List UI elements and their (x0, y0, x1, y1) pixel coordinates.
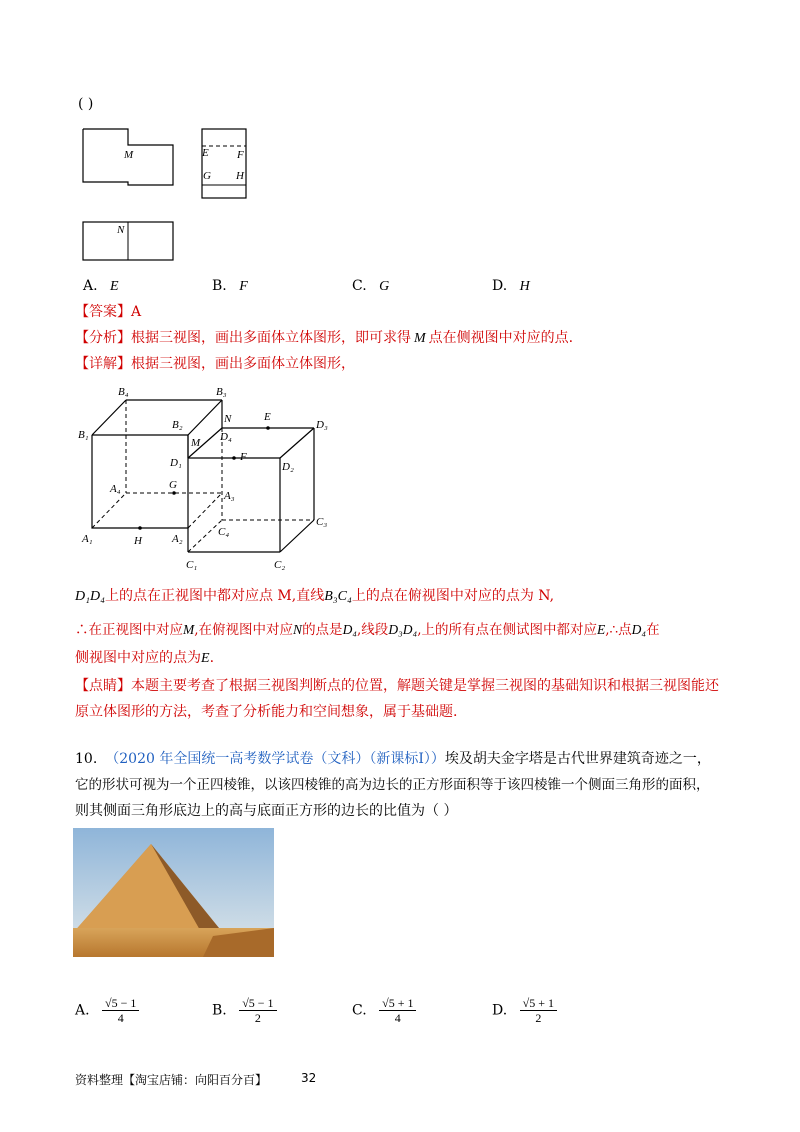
answer-tag: 【答案】 (75, 304, 131, 320)
explain-line2-d4: D₄ (342, 622, 358, 637)
explain-line2-m: M (183, 622, 195, 637)
explain-line2-g: 在 (646, 622, 660, 638)
option-b-value: F (239, 279, 248, 294)
option-d-value: H (519, 279, 530, 294)
explain-line3-E: E (201, 651, 210, 666)
explain-line2-f: ,∴点 (605, 622, 632, 638)
q10-option-c-denominator: 4 (394, 1011, 401, 1025)
side-label-f: F (237, 149, 244, 161)
q10-option-c-numerator: √5 + 1 (379, 996, 416, 1011)
label-c3: C₃ (316, 516, 328, 528)
label-f: F (240, 451, 247, 463)
q10-line-2: 它的形状可视为一个正四棱锥，以该四棱锥的高为边长的正方形面积等于该四棱锥一个侧面三角形的面积， (75, 777, 710, 793)
q10-option-d-denominator: 2 (535, 1011, 542, 1025)
label-a4: A₄ (110, 483, 121, 495)
explain-line1-b: 上的点在俯视图中对应的点为 N, (351, 588, 555, 604)
comment-line-2: 原立体图形的方法，考查了分析能力和空间想象，属于基础题. (75, 704, 458, 720)
label-g: G (169, 479, 177, 491)
side-label-e: E (202, 147, 209, 159)
label-b3: B₃ (216, 386, 227, 398)
q10-option-d-letter: D. (492, 1002, 508, 1019)
side-view (202, 129, 246, 198)
label-a1: A₁ (82, 533, 93, 545)
explain-line2-b: ,在俯视图中对应 (194, 622, 294, 638)
pyramid-photo (73, 828, 274, 957)
point-e (266, 426, 270, 430)
q10-option-d-fraction (520, 996, 557, 1025)
q10-option-c-letter: C. (352, 1002, 367, 1019)
q10-option-b[interactable] (212, 996, 277, 1025)
q10-option-a[interactable] (75, 996, 139, 1025)
detail-tag: 【详解】 (75, 356, 131, 372)
option-b-letter: B. (212, 278, 227, 294)
q10-line-1 (75, 749, 711, 769)
option-a-value: E (110, 279, 119, 294)
explain-line2-n: N (293, 622, 303, 637)
explain-line1-a: 上的点在正视图中都对应点 M,直线 (104, 588, 325, 604)
label-d2: D₂ (282, 461, 294, 473)
footer-source: 资料整理【淘宝店铺：向阳百分百】 (75, 1073, 268, 1087)
answer-value: A (131, 304, 142, 320)
q10-source: （2020 年全国统一高考数学试卷（文科）（新课标Ⅰ）） (105, 751, 445, 767)
side-label-h: H (236, 170, 244, 182)
explain-line2-e: ,上的所有点在侧试图中都对应 (417, 622, 597, 638)
explain-sym-b3c4: B₃C₄ (324, 589, 352, 604)
q10-option-d-numerator: √5 + 1 (520, 996, 557, 1011)
explain-line-1 (75, 586, 554, 607)
label-d3: D₃ (316, 419, 328, 431)
label-m: M (191, 437, 201, 449)
analysis-text-b: 点在侧视图中对应的点. (428, 330, 574, 346)
analysis-symbol: M (414, 331, 426, 346)
comment-tag: 【点睛】 (75, 678, 131, 694)
q10-option-a-fraction (102, 996, 139, 1025)
option-c-value: G (379, 279, 390, 294)
label-a2: A₂ (172, 533, 183, 545)
explain-line2-seg: D₃D₄ (388, 622, 418, 637)
q10-line1-rest: 埃及胡夫金字塔是古代世界建筑奇迹之一， (444, 751, 711, 767)
point-g (172, 491, 176, 495)
label-b1: B₁ (78, 429, 89, 441)
label-e: E (264, 411, 271, 423)
label-c4: C₄ (218, 526, 230, 538)
three-views-figure (80, 125, 255, 265)
q10-option-d[interactable] (492, 996, 557, 1025)
edge-c2-c3 (280, 520, 314, 552)
side-label-g: G (203, 170, 211, 182)
comment-line-1 (75, 676, 719, 696)
hidden-a1-a4 (92, 493, 126, 528)
analysis-tag: 【分析】 (75, 330, 131, 346)
label-h: H (134, 535, 142, 547)
page-number: 32 (301, 1071, 317, 1085)
q10-option-a-denominator: 4 (117, 1011, 124, 1025)
explain-line2-a: ∴在正视图中对应 (75, 622, 183, 638)
explain-line-3 (75, 648, 214, 669)
q10-option-a-letter: A. (75, 1002, 90, 1019)
explain-line-2 (75, 620, 660, 640)
edge-b1-b4 (92, 400, 126, 435)
question-paren: ( ) (78, 96, 94, 112)
label-a3: A₃ (224, 490, 235, 502)
option-d-letter: D. (492, 278, 508, 294)
option-c-letter: C. (352, 278, 367, 294)
option-a[interactable] (83, 276, 119, 297)
label-b2: B₂ (172, 419, 183, 431)
explain-sym-d1d4: D₁D₄ (75, 589, 105, 604)
explain-line3-a: 侧视图中对应的点为 (75, 650, 201, 666)
top-view-label: N (117, 224, 125, 236)
label-d4: D₄ (220, 431, 232, 443)
explain-line2-d4b: D₄ (631, 622, 647, 637)
option-a-letter: A. (83, 278, 98, 294)
edge-d2-d3 (280, 428, 314, 458)
label-c2: C₂ (274, 559, 286, 571)
option-d[interactable] (492, 276, 530, 297)
analysis-text-a: 根据三视图，画出多面体立体图形，即可求得 (131, 330, 411, 346)
point-f (232, 456, 236, 460)
q10-option-b-numerator: √5 − 1 (239, 996, 276, 1011)
option-c[interactable] (352, 276, 389, 297)
q10-number: 10. (75, 751, 98, 767)
front-view-label: M (124, 149, 134, 161)
explain-line2-c: 的点是 (302, 622, 343, 638)
label-d1: D₁ (170, 457, 182, 469)
explain-line3-b: . (209, 650, 215, 666)
q10-line-3: 则其侧面三角形底边上的高与底面正方形的边长的比值为（ ） (75, 803, 458, 819)
q10-option-b-letter: B. (212, 1002, 227, 1019)
q10-option-b-fraction (239, 996, 276, 1025)
label-b4: B₄ (118, 386, 129, 398)
answer-line (75, 302, 141, 322)
detail-text: 根据三视图，画出多面体立体图形， (131, 356, 355, 372)
label-n: N (224, 413, 232, 425)
analysis-line (75, 328, 573, 349)
q10-option-a-numerator: √5 − 1 (102, 996, 139, 1011)
q10-option-c[interactable] (352, 996, 416, 1025)
comment-text-1: 本题主要考查了根据三视图判断点的位置，解题关键是掌握三视图的基础知识和根据三视图能还 (131, 678, 719, 694)
polyhedron-figure (78, 380, 348, 575)
option-b[interactable] (212, 276, 248, 297)
point-h (138, 526, 142, 530)
q10-option-c-fraction (379, 996, 416, 1025)
label-c1: C₁ (186, 559, 198, 571)
hidden-c1-c4 (188, 520, 222, 552)
q10-option-b-denominator: 2 (254, 1011, 261, 1025)
detail-line (75, 354, 355, 374)
explain-line2-E: E (597, 622, 606, 637)
edge-b2-b3 (188, 400, 222, 435)
hidden-a2-a3 (188, 493, 222, 528)
explain-line2-d: ,线段 (357, 622, 389, 638)
